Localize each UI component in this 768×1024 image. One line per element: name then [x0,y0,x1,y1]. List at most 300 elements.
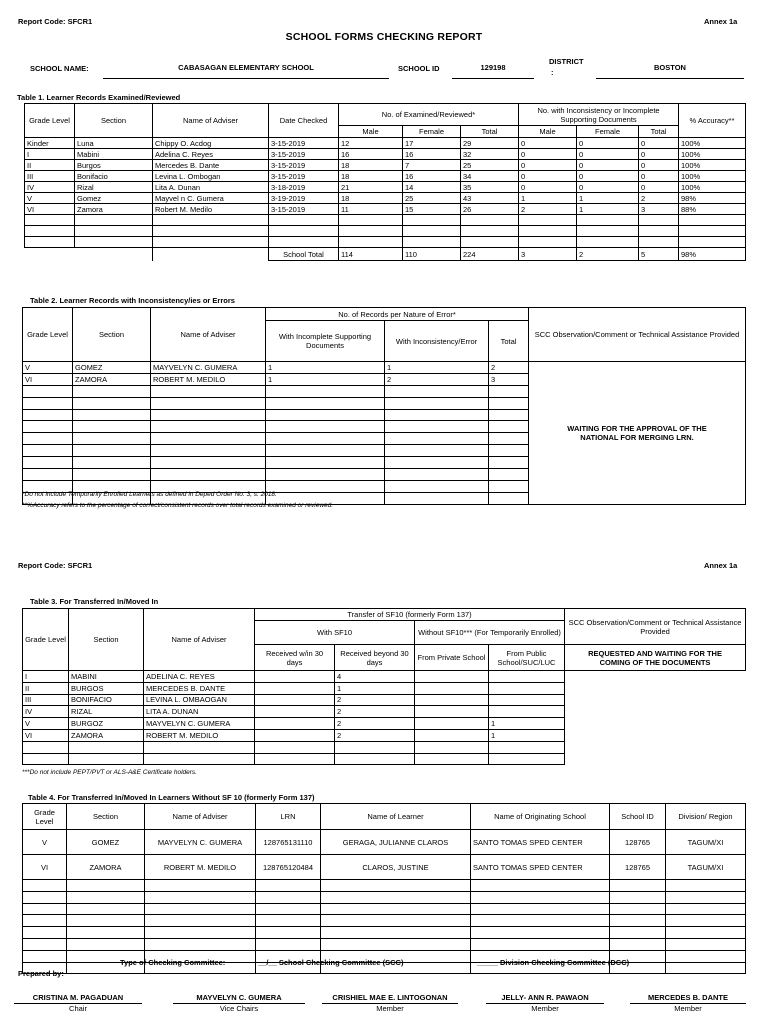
empty-cell [144,741,255,753]
empty-cell [577,226,639,237]
empty-cell [67,880,145,892]
empty-cell [471,927,610,939]
school-id-label: SCHOOL ID [398,64,440,73]
empty-cell [256,891,321,903]
empty-cell [23,457,73,469]
empty-cell [67,915,145,927]
t1-cell-inc-total: 2 [639,193,679,204]
t1-cell-section: Bonifacio [75,171,153,182]
t4-cell-school-id: 128765 [610,855,666,880]
t1-cell-inc-male: 0 [519,149,577,160]
page2-report-code: Report Code: SFCR1 [18,561,93,570]
empty-cell [269,237,339,248]
table2 [22,307,746,505]
t3-cell-private [415,706,489,718]
t3-cell-public [489,706,565,718]
empty-cell [385,445,489,457]
empty-cell [67,903,145,915]
t4-cell-division: TAGUM/XI [666,855,746,880]
empty-cell [321,903,471,915]
empty-cell [679,215,746,226]
t4-header-section: Section [67,804,145,830]
t1-header-examined: No. of Examined/Reviewed* [339,104,519,126]
t1-cell-inc-male: 2 [519,204,577,215]
t1-cell-grade: V [25,193,75,204]
empty-cell [256,915,321,927]
empty-cell [23,927,67,939]
empty-cell [610,915,666,927]
empty-cell [666,891,746,903]
empty-cell [489,469,529,481]
empty-cell [256,880,321,892]
empty-cell [489,421,529,433]
empty-cell [335,741,415,753]
t4-header-division: Division/ Region [666,804,746,830]
t2-cell-section: GOMEZ [73,362,151,374]
t3-cell-private [415,671,489,683]
empty-cell [75,237,153,248]
table-row-empty [23,938,746,950]
empty-cell [339,226,403,237]
report-code: Report Code: SFCR1 [18,17,93,26]
t4-cell-adviser: MAYVELYN C. GUMERA [145,830,256,855]
t1-total-row [25,248,746,261]
t1-cell-section: Luna [75,138,153,149]
t2-header-grade: Grade Level [23,308,73,362]
t1-total-cell: 98% [679,248,746,261]
signatory-role: Vice Chairs [219,1004,259,1013]
t1-total-cell: 224 [461,248,519,261]
t1-cell-date: 3-19-2019 [269,193,339,204]
t3-cell-grade: II [23,682,69,694]
t2-header-nature: No. of Records per Nature of Error* [266,308,529,321]
empty-cell [23,469,73,481]
empty-cell [385,421,489,433]
annex-label: Annex 1a [704,17,738,26]
t1-cell-adviser: Lita A. Dunan [153,182,269,193]
t1-cell-accuracy: 88% [679,204,746,215]
empty-cell [23,409,73,421]
t1-cell-accuracy: 100% [679,182,746,193]
t3-cell-adviser: MAYVELYN C. GUMERA [144,718,255,730]
t1-total-cell: 5 [639,248,679,261]
t3-cell-public: 1 [489,718,565,730]
table-row-empty [23,903,746,915]
signatory-role: Member [376,1004,404,1013]
page2-annex-label: Annex 1a [704,561,738,570]
table-row [25,171,746,182]
t1-cell-adviser: Chippy O. Acdog [153,138,269,149]
empty-cell [266,385,385,397]
empty-cell [269,215,339,226]
t3-cell-beyond30: 2 [335,706,415,718]
table-row [23,830,746,855]
table-row [25,193,746,204]
empty-cell [153,226,269,237]
t1-cell-inc-female: 1 [577,204,639,215]
t3-header-scc: SCC Observation/Comment or Technical Assistance Provided [565,609,746,645]
t3-cell-adviser: LITA A. DUNAN [144,706,255,718]
table-row [23,729,746,741]
table3 [22,608,746,765]
empty-cell [269,226,339,237]
t1-cell-adviser: Mercedes B. Dante [153,160,269,171]
empty-cell [145,915,256,927]
table-row [23,694,746,706]
table-row [23,753,746,765]
t3-header-beyond30: Received beyond 30 days [335,645,415,671]
empty-cell [666,962,746,974]
empty-cell [385,457,489,469]
empty-cell [23,891,67,903]
empty-cell [151,409,266,421]
t2-cell-total: 2 [489,362,529,374]
empty-cell [385,397,489,409]
t4-cell-learner: GERAGA, JULIANNE CLAROS [321,830,471,855]
t4-cell-origin: SANTO TOMAS SPED CENTER [471,830,610,855]
committee-type-label: Type of Checking Committee: [120,958,226,967]
t3-cell-grade: IV [23,706,69,718]
t3-header-without-sf10: Without SF10*** (For Temporarily Enrolled) [415,621,565,645]
empty-cell [471,915,610,927]
t1-cell-grade: IV [25,182,75,193]
t2-cell-adviser: MAYVELYN C. GUMERA [151,362,266,374]
t1-cell-inc-female: 0 [577,171,639,182]
t1-cell-date: 3-15-2019 [269,160,339,171]
t1-cell-inc-total: 3 [639,204,679,215]
t2-cell-total: 3 [489,373,529,385]
t2-cell-incomplete: 1 [266,362,385,374]
empty-cell [471,903,610,915]
t4-header-adviser: Name of Adviser [145,804,256,830]
empty-cell [666,915,746,927]
t1-cell-date: 3-15-2019 [269,171,339,182]
empty-cell [69,741,144,753]
empty-cell [266,457,385,469]
signatory-name: MAYVELYN C. GUMERA [173,993,305,1004]
table2-title: Table 2. Learner Records with Inconsistency/ies or Errors [30,296,235,305]
table-row-empty [23,927,746,939]
t1-cell-total: 43 [461,193,519,204]
empty-cell [266,397,385,409]
empty-cell [145,927,256,939]
t3-header-within30: Received w/in 30 days [255,645,335,671]
t3-cell-within30 [255,682,335,694]
empty-cell [151,457,266,469]
t3-cell-public [489,682,565,694]
t4-header-lrn: LRN [256,804,321,830]
prepared-by-label: Prepared by: [18,969,64,978]
empty-cell [73,445,151,457]
empty-cell [489,397,529,409]
empty-cell [639,215,679,226]
table-row-empty [25,226,746,237]
table4 [22,803,746,974]
empty-cell [489,385,529,397]
t3-cell-public: 1 [489,729,565,741]
empty-cell [385,492,489,504]
t1-cell-inc-male: 0 [519,182,577,193]
t3-header-adviser: Name of Adviser [144,609,255,671]
t1-cell-inc-female: 1 [577,193,639,204]
empty-cell [577,215,639,226]
t3-cell-section: RIZAL [69,706,144,718]
empty-cell [73,457,151,469]
t1-cell-adviser: Adelina C. Reyes [153,149,269,160]
signatory-name: CRISTINA M. PAGADUAN [14,993,142,1004]
t1-cell-date: 3-15-2019 [269,138,339,149]
t1-cell-female: 16 [403,149,461,160]
empty-cell [321,880,471,892]
table1 [24,103,746,261]
empty-cell [519,215,577,226]
empty-cell [73,433,151,445]
t1-cell-accuracy: 100% [679,171,746,182]
signatory-block [173,993,305,1013]
empty-cell [73,397,151,409]
table-row [23,855,746,880]
empty-cell [23,385,73,397]
t1-cell-grade: Kinder [25,138,75,149]
empty-cell [321,927,471,939]
empty-cell [151,397,266,409]
t3-cell-public [489,694,565,706]
empty-cell [73,469,151,481]
table-row [25,160,746,171]
note-3: ***Do not include PEPT/PVT or ALS-A&E Certificate holders. [22,769,197,776]
t3-header-grade: Grade Level [23,609,69,671]
empty-cell [23,950,67,962]
t1-cell-total: 35 [461,182,519,193]
signatory-block [486,993,604,1013]
t1-total-cell: 110 [403,248,461,261]
empty-cell [666,927,746,939]
t1-cell-date: 3-15-2019 [269,149,339,160]
t1-header-section: Section [75,104,153,138]
empty-cell [151,469,266,481]
t1-cell-total: 34 [461,171,519,182]
empty-cell [75,226,153,237]
signatory-name: MERCEDES B. DANTE [630,993,746,1004]
empty-cell [266,421,385,433]
t3-cell-adviser: ROBERT M. MEDILO [144,729,255,741]
page-title: SCHOOL FORMS CHECKING REPORT [285,31,483,43]
empty-cell [145,938,256,950]
empty-cell [385,480,489,492]
t4-header-learner: Name of Learner [321,804,471,830]
empty-cell [23,741,69,753]
empty-cell [151,445,266,457]
empty-cell [73,409,151,421]
t1-header-total: Total [461,126,519,138]
empty-cell [679,226,746,237]
empty-cell [23,753,69,765]
t2-header-scc: SCC Observation/Comment or Technical Assistance Provided [529,308,746,362]
table4-title: Table 4. For Transferred In/Moved In Learners Without SF 10 (formerly Form 137) [28,793,315,802]
empty-cell [385,385,489,397]
t1-cell-total: 29 [461,138,519,149]
empty-cell [461,237,519,248]
table-row [23,362,746,374]
empty-cell [266,480,385,492]
empty-cell [489,409,529,421]
note-2: **%Accuracy refers to the percentage of correct/consistent records over total records examined or reviewed. [22,502,334,509]
t2-cell-incomplete: 1 [266,373,385,385]
empty-cell [67,938,145,950]
signatory-role: Member [531,1004,559,1013]
t1-header-date: Date Checked [269,104,339,138]
empty-cell [266,433,385,445]
signatory-name: CRISHIEL MAE E. LINTOGONAN [322,993,458,1004]
empty-cell [610,938,666,950]
t4-cell-section: ZAMORA [67,855,145,880]
empty-cell [255,753,335,765]
t2-cell-grade: V [23,362,73,374]
t4-cell-school-id: 128765 [610,830,666,855]
t1-cell-section: Zamora [75,204,153,215]
t1-header-female: Female [403,126,461,138]
t1-cell-female: 16 [403,171,461,182]
empty-cell [385,433,489,445]
committee-scc-option: __/__ School Checking Committee (SCC) [258,958,404,967]
t2-header-section: Section [73,308,151,362]
t3-cell-within30 [255,706,335,718]
note-1: *Do not include Temporarily Enrolled Learners as defined in Deped Order No. 3, s. 2018. [22,491,277,498]
t3-cell-adviser: LEVINA L. OMBAOGAN [144,694,255,706]
table-row [25,182,746,193]
t1-cell-male: 11 [339,204,403,215]
empty-cell [23,433,73,445]
t2-header-adviser: Name of Adviser [151,308,266,362]
empty-cell [415,753,489,765]
t1-cell-female: 25 [403,193,461,204]
t1-cell-grade: II [25,160,75,171]
signatory-role: Member [674,1004,702,1013]
empty-cell [519,226,577,237]
empty-cell [255,741,335,753]
t1-cell-female: 7 [403,160,461,171]
t3-cell-within30 [255,671,335,683]
empty-cell [144,753,255,765]
t3-cell-public [489,671,565,683]
t1-cell-grade: III [25,171,75,182]
t3-cell-within30 [255,729,335,741]
t1-total-label: School Total [269,248,339,261]
t1-cell-male: 12 [339,138,403,149]
empty-cell [461,226,519,237]
t3-cell-grade: V [23,718,69,730]
signatory-role: Chair [69,1004,87,1013]
empty-cell [266,409,385,421]
t4-header-origin: Name of Originating School [471,804,610,830]
empty-cell [256,903,321,915]
t2-cell-grade: VI [23,373,73,385]
t1-cell-grade: I [25,149,75,160]
t1-cell-inc-total: 0 [639,160,679,171]
t1-cell-section: Rizal [75,182,153,193]
t3-cell-section: BURGOZ [69,718,144,730]
t3-cell-beyond30: 2 [335,729,415,741]
t4-cell-grade: V [23,830,67,855]
t1-cell-total: 25 [461,160,519,171]
t1-cell-accuracy: 98% [679,193,746,204]
empty-cell [151,421,266,433]
t3-cell-private [415,729,489,741]
t1-cell-date: 3-15-2019 [269,204,339,215]
t1-cell-inc-male: 0 [519,160,577,171]
t1-total-cell: 114 [339,248,403,261]
t1-cell-inc-total: 0 [639,149,679,160]
t3-cell-within30 [255,694,335,706]
t4-cell-adviser: ROBERT M. MEDILO [145,855,256,880]
t1-header-total-inc: Total [639,126,679,138]
empty-cell [73,421,151,433]
t3-cell-private [415,718,489,730]
empty-cell [23,445,73,457]
table-row-empty [25,215,746,226]
committee-dcc-option: _____ Division Checking Committee (DCC) [477,958,630,967]
t3-cell-beyond30: 1 [335,682,415,694]
t1-cell-accuracy: 100% [679,138,746,149]
empty-cell [639,237,679,248]
table-row [25,149,746,160]
t4-cell-lrn: 128765131110 [256,830,321,855]
empty-cell [489,433,529,445]
table-row [25,138,746,149]
t1-cell-male: 18 [339,193,403,204]
t4-cell-grade: VI [23,855,67,880]
empty-cell [69,753,144,765]
t3-cell-private [415,682,489,694]
empty-cell [25,215,75,226]
table3-title: Table 3. For Transferred In/Moved In [30,597,159,606]
empty-cell [23,938,67,950]
signatory-name: JELLY- ANN R. PAWAON [486,993,604,1004]
empty-cell [256,927,321,939]
empty-cell [679,237,746,248]
t1-cell-section: Gomez [75,193,153,204]
t3-header-public: From Public School/SUC/LUC [489,645,565,671]
t3-header-section: Section [69,609,144,671]
empty-cell [666,938,746,950]
table-row [23,706,746,718]
empty-cell [403,226,461,237]
t1-header-male: Male [339,126,403,138]
table-row-empty [25,237,746,248]
t1-header-grade: Grade Level [25,104,75,138]
signatories [0,993,768,1021]
empty-cell [256,938,321,950]
t3-cell-adviser: ADELINA C. REYES [144,671,255,683]
t1-header-inconsistency: No. with Inconsistency or Incomplete Supporting Documents [519,104,679,126]
t2-scc-comment: WAITING FOR THE APPROVAL OF THE NATIONAL FOR MERGING LRN. [529,362,746,505]
empty-cell [321,891,471,903]
empty-cell [489,480,529,492]
school-name-value: CABASAGAN ELEMENTARY SCHOOL [103,63,389,79]
t3-cell-beyond30: 2 [335,694,415,706]
t3-scc-comment: REQUESTED AND WAITING FOR THE COMING OF THE DOCUMENTS [565,645,746,671]
t3-cell-beyond30: 2 [335,718,415,730]
empty-cell [145,880,256,892]
empty-cell [145,903,256,915]
empty-cell [639,226,679,237]
empty-cell [489,741,565,753]
table-row [23,671,746,683]
t1-cell-inc-male: 1 [519,193,577,204]
district-value: BOSTON [596,63,744,79]
empty-cell [666,903,746,915]
t1-cell-adviser: Robert M. Medilo [153,204,269,215]
